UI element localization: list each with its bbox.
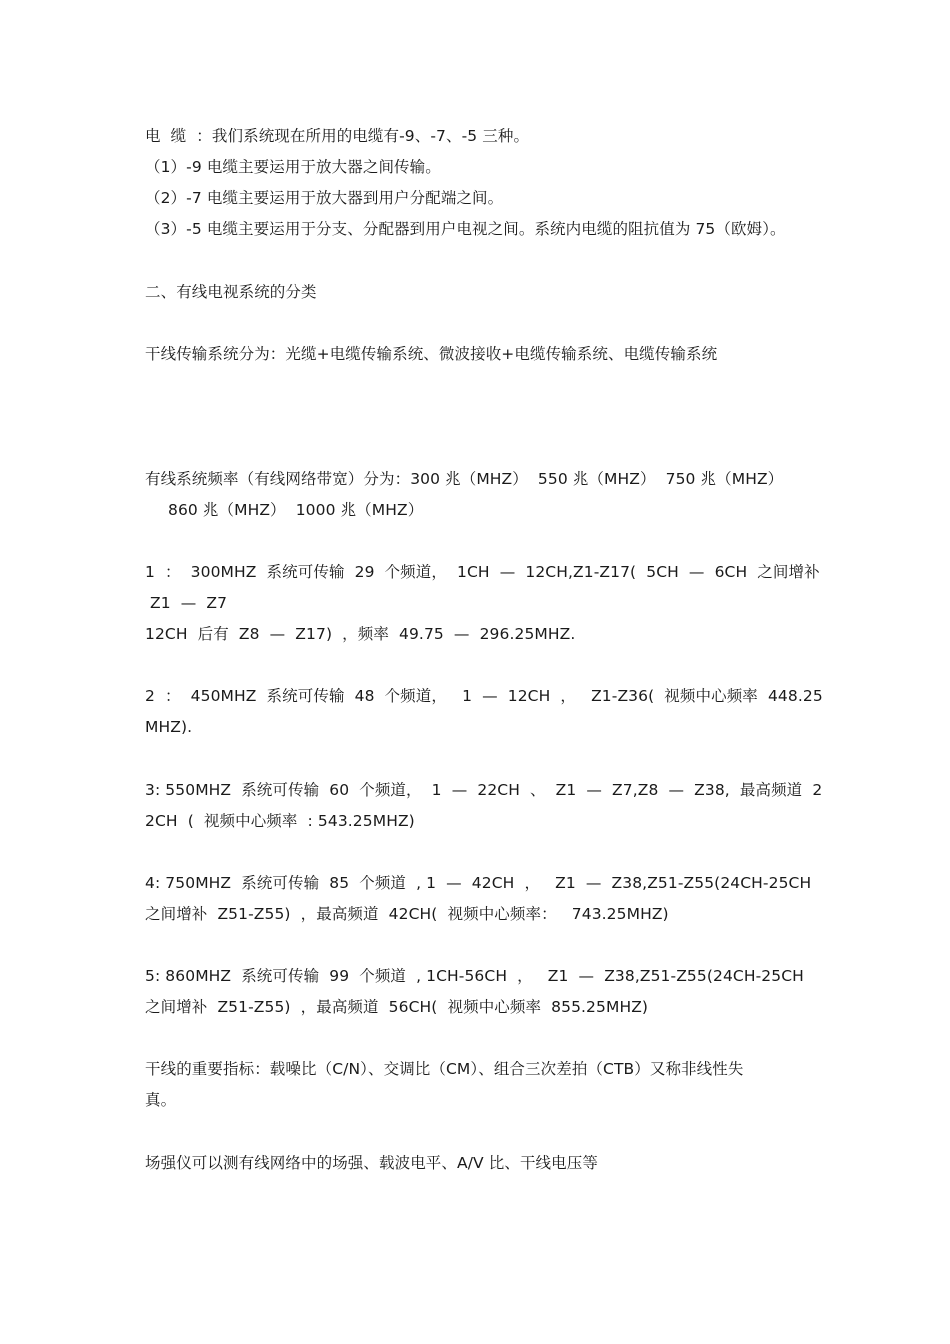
system-860-line-1: 5: 860MHZ 系统可传输 99 个频道 , 1CH-56CH ， Z1 — Z38,Z51-Z55(24CH-25CH [145, 967, 804, 985]
trunk-indicators-line-2: 真。 [145, 1091, 177, 1109]
system-550-line-1: 3: 550MHZ 系统可传输 60 个频道， 1 — 22CH 、 Z1 — Z7,Z8 — Z38, 最高频道 2 [145, 781, 823, 799]
system-750-line-1: 4: 750MHZ 系统可传输 85 个频道 , 1 — 42CH ， Z1 — Z38,Z51-Z55(24CH-25CH [145, 874, 812, 892]
system-450-line-1: 2 ： 450MHZ 系统可传输 48 个频道， 1 — 12CH ， Z1-Z36( 视频中心频率 448.25 [145, 687, 823, 705]
trunk-classification: 干线传输系统分为：光缆+电缆传输系统、微波接收+电缆传输系统、电缆传输系统 [145, 345, 718, 363]
system-300-line-3: 12CH 后有 Z8 — Z17) ，频率 49.75 — 296.25MHZ. [145, 625, 576, 643]
cable-item-2: （2）-7 电缆主要运用于放大器到用户分配端之间。 [145, 189, 504, 207]
system-450-line-2: MHZ). [145, 718, 193, 736]
system-300-line-2: Z1 — Z7 [145, 594, 228, 612]
section2-heading: 二、有线电视系统的分类 [145, 283, 317, 301]
trunk-indicators-line-1: 干线的重要指标：载噪比（C/N）、交调比（CM）、组合三次差拍（CTB）又称非线性失 [145, 1060, 744, 1078]
system-550-line-2: 2CH ( 视频中心频率 : 543.25MHZ) [145, 812, 415, 830]
bandwidth-line-2: 860 兆（MHZ） 1000 兆（MHZ） [168, 501, 424, 519]
cable-item-1: （1）-9 电缆主要运用于放大器之间传输。 [145, 158, 441, 176]
field-strength-meter: 场强仪可以测有线网络中的场强、载波电平、A/V 比、干线电压等 [145, 1154, 598, 1172]
system-750-line-2: 之间增补 Z51-Z55) ，最高频道 42CH( 视频中心频率： 743.25MHZ) [145, 905, 669, 923]
system-300-line-1: 1 ： 300MHZ 系统可传输 29 个频道， 1CH — 12CH,Z1-Z17( 5CH — 6CH 之间增补 [145, 563, 820, 581]
cable-item-3: （3）-5 电缆主要运用于分支、分配器到用户电视之间。系统内电缆的阻抗值为 75（欧姆）。 [145, 220, 786, 238]
bandwidth-line-1: 有线系统频率（有线网络带宽）分为：300 兆（MHZ） 550 兆（MHZ） 750 兆（MHZ） [145, 470, 784, 488]
cable-intro: 电 缆 ：我们系统现在所用的电缆有-9、-7、-5 三种。 [145, 127, 530, 145]
system-860-line-2: 之间增补 Z51-Z55) ，最高频道 56CH( 视频中心频率 855.25MHZ) [145, 998, 649, 1016]
